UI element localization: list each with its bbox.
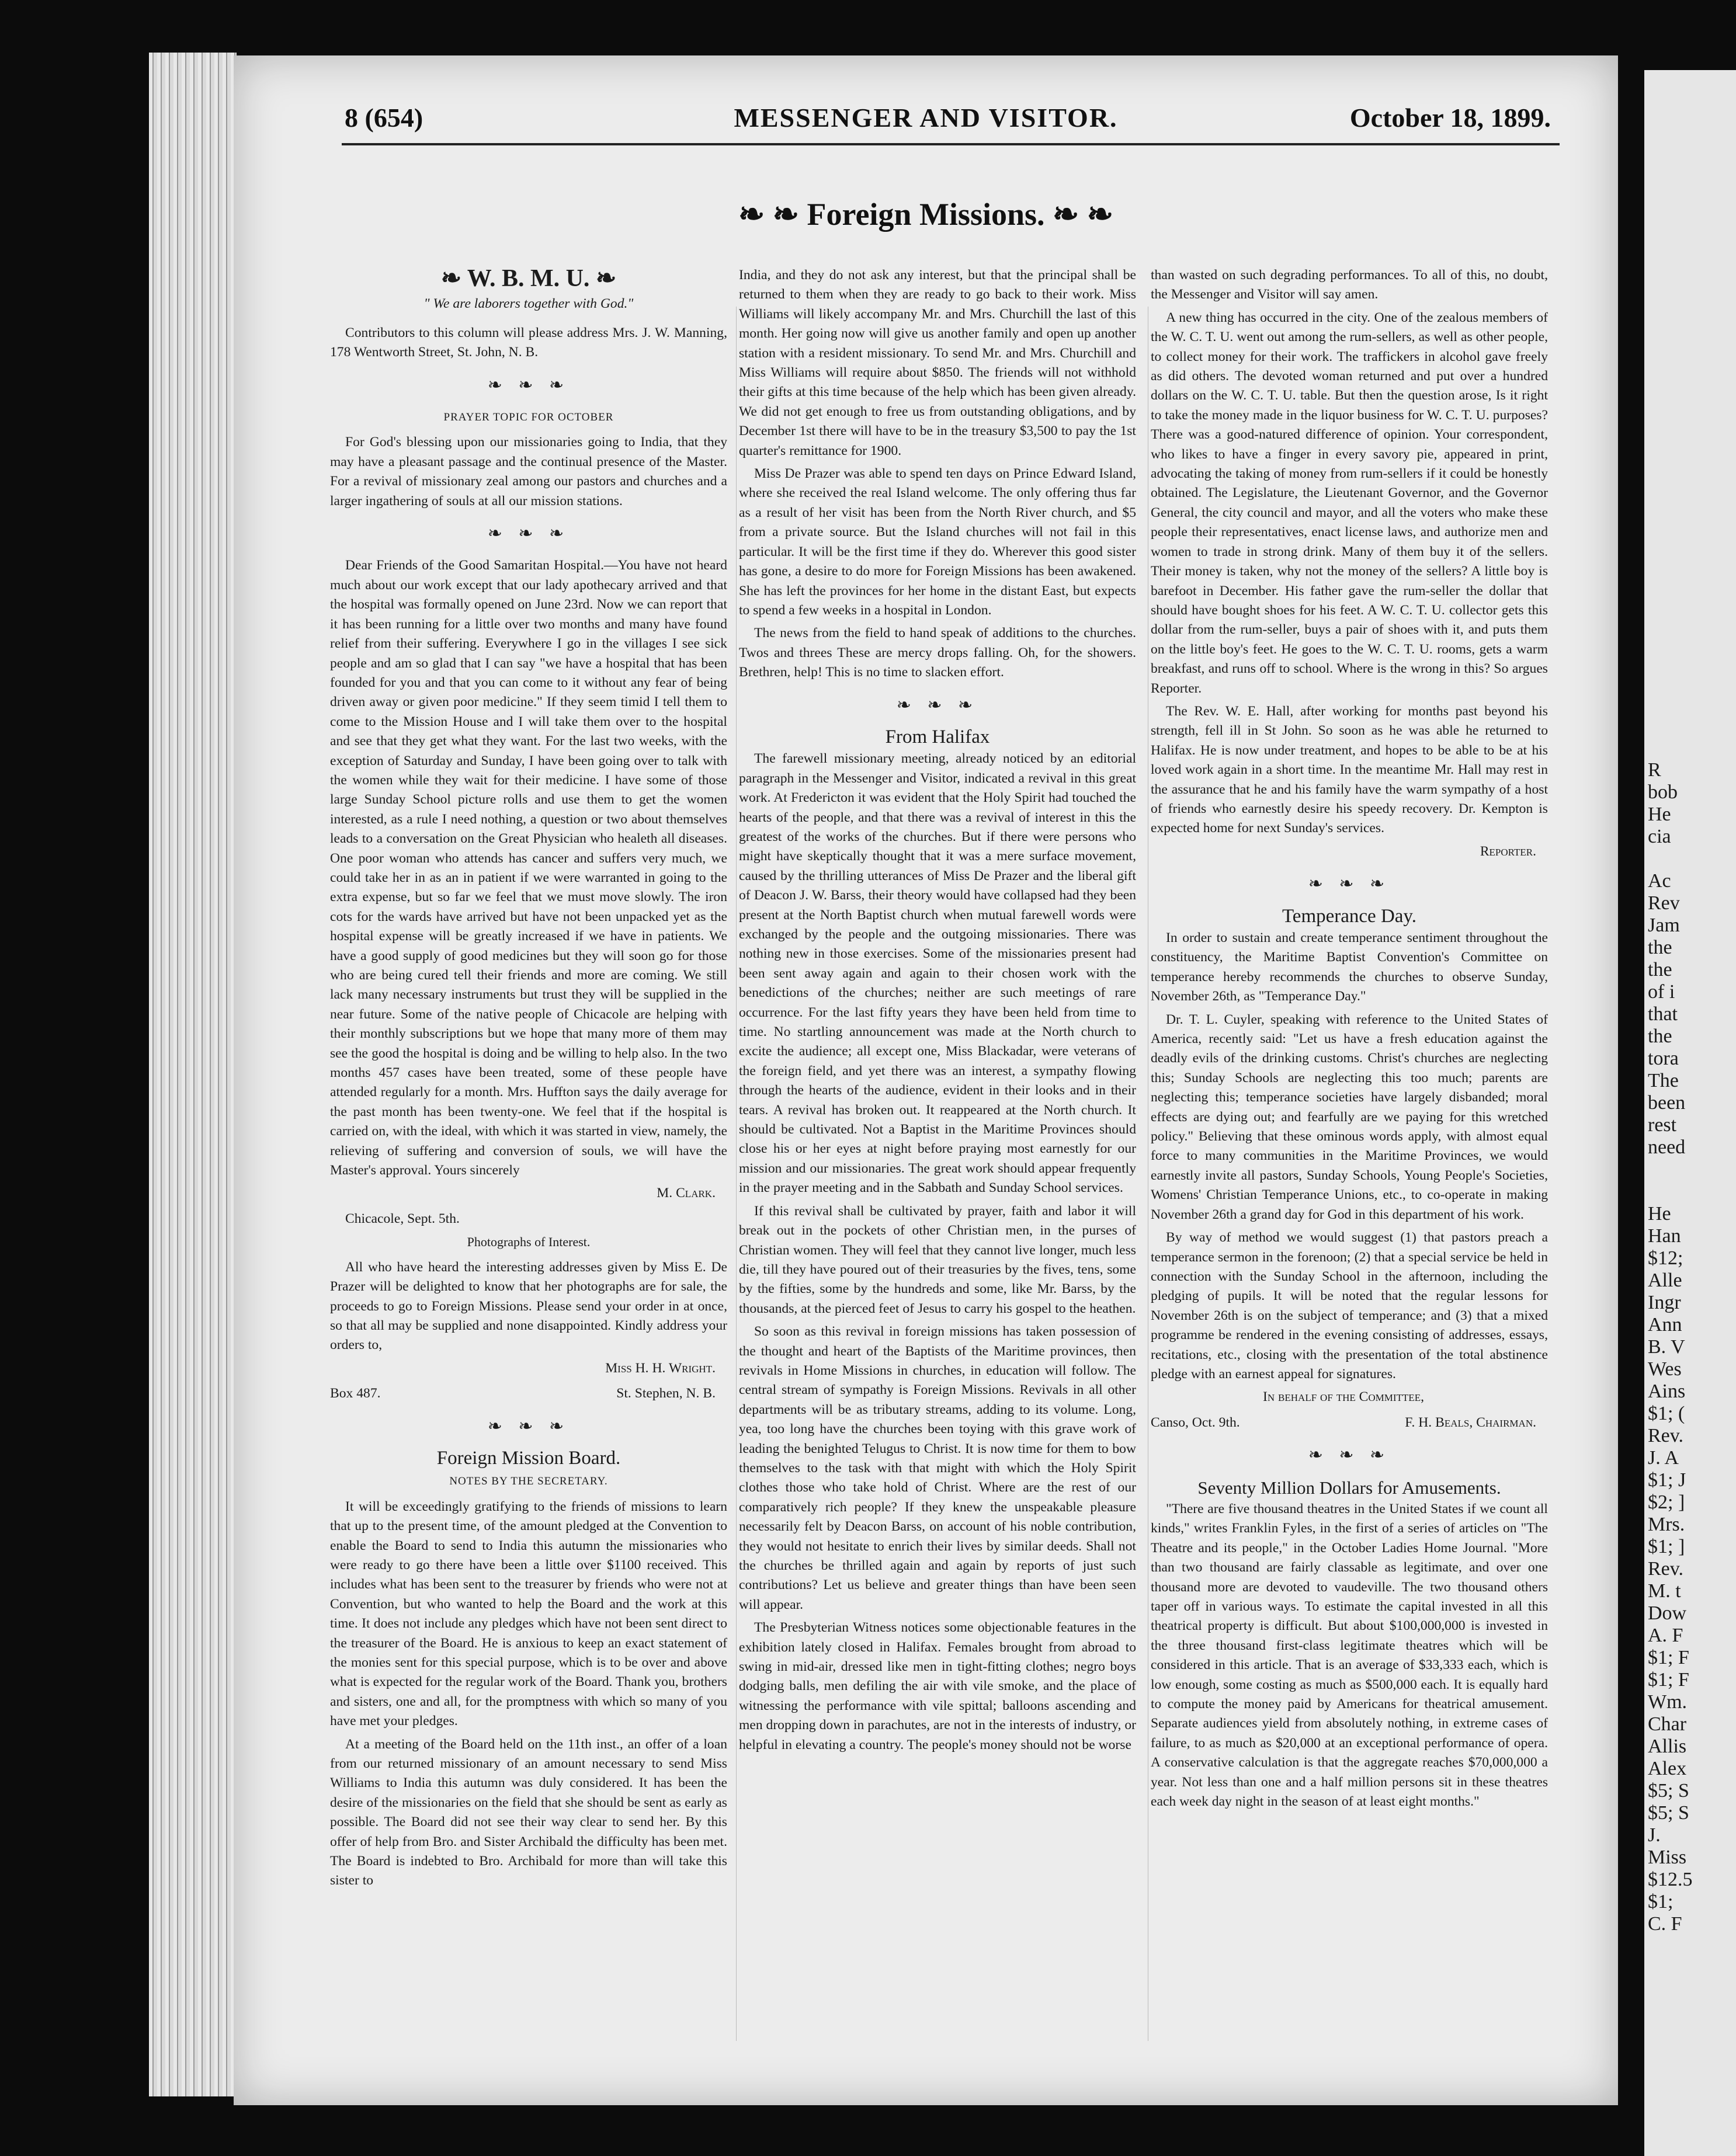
facing-page-line: C. F (1648, 1913, 1682, 1935)
board-paragraph: It will be exceedingly gratifying to the friends of missions to learn that up to the present time, of the amount pledged at the Convention to enable the Board to send to India this autumn the missionaries who were ready to go there have been a little over $1100 received. This includes what has been sent to the treasurer by friends who were not at Convention, but who wanted to help the Board and the work at this time. It does not include any pledges which have not been sent direct to the treasurer of the Board. He is anxious to keep an exact statement of the monies sent for this special purpose, which is to be over and above what is expected for the regular work of the Board. Thank you, brothers and sisters, one and all, for the promptness with which so many of you have met your pledges. (330, 1498, 727, 1729)
facing-page-line: The (1648, 1070, 1679, 1091)
box-number: Box 487. (330, 1386, 381, 1402)
facing-page-line: R (1648, 759, 1661, 781)
hall-paragraph: The Rev. W. E. Hall, after working for months past beyond his strength, fell ill in St John. So soon as he was able he returned to Halifax. He is now under treatment, and hopes to be able to be at his loved work again in a short time. In the meantime Mr. Hall may rest in the assurance that he and his family have the warm sympathy of a host of friends who earnestly desire his speedy recovery. Dr. Kempton is expected home for next Sunday's services. (1151, 703, 1548, 836)
de-prazer-paragraph: Miss De Prazer was able to spend ten days on Prince Edward Island, where she received the real Island welcome. The only offering thus far as a result of her visit has been from the North River church, and $5 from a private source. But the Island churches will not fail in this particular. It will be the first time if they do. Wherever this good sister has gone, a desire to do more for Foreign Missions has been awakened. She has left the provinces for her home in the distant East, but expects to spend a few weeks in a hospital in London. (739, 466, 1136, 618)
facing-page-line: $1; ( (1648, 1403, 1685, 1424)
wbmu-title: W. B. M. U. (467, 265, 590, 292)
halifax-paragraph: So soon as this revival in foreign missions has taken possession of the thought and heart of the Baptists of the Maritime provinces, then revivals in Home Missions in churches, in education will follow. The central stream of sympathy is Foreign Missions. Revivals in all other departments will be as tributary streams, adding to its volume. Long, yea, too long have the churches been toying with this grave work of leading the benighted Telugus to Christ. It is now time for them to bow themselves to the task with that might with which the Holy Spirit clothes those who take hold of Christ. Where are the rest of our comparatively rich people? If they knew the unspeakable pleasure necessarily felt by Deacon Barss, on account of his noble contribution, they would not hesitate to enrich their lives by similar deeds. Shall not the churches be thrilled again and again by reports of just such contributions? Let us believe and greater things than have been seen will appear. (739, 1324, 1136, 1612)
facing-page-line: M. t (1648, 1580, 1681, 1602)
town: St. Stephen, N. B. (616, 1386, 716, 1402)
facing-page-line: Miss (1648, 1846, 1687, 1868)
facing-page-line: $1; F (1648, 1669, 1689, 1691)
hospital-letter: Dear Friends of the Good Samaritan Hospital.—You have not heard much about our work except that our lady apothecary arrived and that the hospital was formally opened on June 23rd. Now we can report that it has been running for a little over two months and many have found relief from their suffering. Everywhere I go in the villages I see sick people and am so glad that I can say "we have a hospital that has been founded for you and that you can come to it without any fear of being driven away or given poor medicine." If they seem timid I tell them to come to the Mission House and I will take them over to the hospital and see that they get what they want. For the last two weeks, with the exception of Saturday and Sunday, I have been going over to talk with the women while they wait for their medicine. I have some of those large Sunday School picture rolls and use them to get the women interested, as a rule I need nothing, a question or two about themselves leads to a conversation on the Great Physician who healeth all diseases. One poor woman who attends has cancer and suffers very much, we could take her in as an in patient if we were warranted in going to the extra expense, but so far we feel that we must move slowly. The iron cots for the wards have arrived but have not been unpacked yet as the hospital expense will be greatly increased if we have in patients. We have a good supply of good medicines but they will soon go for those who are being cured tell their friends and more are coming. We still lack many necessary instruments but trust they will be supplied in the near future. Some of the native people of Chicacole are helping with their monthly subscriptions but we hope that many more of them may see the good the hospital is doing and be willing to help also. In the two months 457 cases have been treated, some of these people have attended regularly for a month. Mrs. Huffton says the daily average for the past month has been twenty-one. We feel that if the hospital is carried on, with the ideal, with which it was started in view, namely, the relieving of suffering and conversion of souls, we will have the Master's approval. Yours sincerely (330, 558, 727, 1178)
amusements-heading: Seventy Million Dollars for Amusements. (1197, 1477, 1501, 1498)
board-continued: India, and they do not ask any interest, but that the principal shall be returned to them when they are ready to go back to their work. Miss Williams will likely accompany Mr. and Mrs. Churchill the last of this month. Her going now will give us another family and open up another station with a resident missionary. To send Mr. and Mrs. Churchill and Miss Williams will require about $850. The friends will not withhold their gifts at this time because of the help which has been given already. We did not get enough to free us from outstanding obligations, and by December 1st there will have to be in the treasury $3,500 to pay the 1st quarter's remittance for 1900. (739, 267, 1136, 458)
foreign-mission-board-subheading: NOTES BY THE SECRETARY. (449, 1475, 608, 1488)
facing-page-line: the (1648, 937, 1672, 958)
facing-page-line (1648, 848, 1736, 870)
reporter-signature: Reporter. (1480, 843, 1536, 859)
facing-page-line: Jam (1648, 914, 1680, 936)
temperance-paragraph: Dr. T. L. Cuyler, speaking with reference to the United States of America, recently said: "Let us have a fresh education against the deadly evils of the drinking customs. Christ's churches are neglecting this; Sunday Schools are neglecting this too much; parents are neglecting this; temperance societies have largely disbanded; moral effects are dying out; and fearfully are we paying for this wretched policy." Believing that these ominous words apply, with almost equal force to many communities in the Maritime Provinces, we would earnestly invite all pastors, Sunday Schools, Young People's Societies, Womens' Christian Temperance Unions, etc., to co-operate in making November 26th a grand day for God in this department of his work. (1151, 1011, 1548, 1222)
leaf-ornament-icon: ❧ (440, 265, 467, 292)
facing-page-line (1648, 1159, 1736, 1181)
photographs-address (330, 1384, 716, 1403)
page-header (234, 102, 1618, 143)
section-ornament: ❧ ❧ ❧ (1308, 1445, 1391, 1465)
facing-page-line: $1; (1648, 1891, 1673, 1912)
facing-page-line: Han (1648, 1225, 1681, 1247)
facing-page-line: $5; S (1648, 1802, 1689, 1824)
issue-date: October 18, 1899. (1349, 103, 1551, 133)
leaf-ornament-icon: ❧ ❧ (738, 197, 807, 232)
prayer-topic-heading: PRAYER TOPIC FOR OCTOBER (443, 411, 614, 424)
facing-page-line: been (1648, 1092, 1686, 1114)
facing-page-line: rest (1648, 1114, 1677, 1136)
facing-page-line: the (1648, 1025, 1672, 1047)
facing-page-line: Char (1648, 1713, 1687, 1735)
facing-page-line: Ingr (1648, 1292, 1681, 1313)
field-news-paragraph: The news from the field to hand speak of additions to the churches. Twos and threes These are mercy drops falling. Oh, for the showers. Brethren, help! This is no time to slacken effort. (739, 625, 1136, 680)
facing-page-line: Mrs. (1648, 1514, 1685, 1535)
prayer-topic-text: For God's blessing upon our missionaries going to India, that they may have a pleasant passage and the continual presence of the Master. For a revival of missionary zeal among our pastors and churches and a larger ingathering of souls at all our mission stations. (330, 434, 727, 509)
masthead: MESSENGER AND VISITOR. (734, 103, 1118, 133)
letter-signature: M. Clark. (657, 1185, 716, 1201)
facing-page-line: B. V (1648, 1336, 1685, 1358)
facing-page-line: $1; J (1648, 1469, 1686, 1491)
facing-page-line: tora (1648, 1048, 1679, 1069)
facing-page-line: A. F (1648, 1625, 1683, 1646)
facing-page-line (1648, 1181, 1736, 1203)
facing-page-line: Alle (1648, 1270, 1682, 1291)
facing-page-line: of i (1648, 981, 1675, 1003)
facing-page-line: J. A (1648, 1447, 1679, 1469)
facing-page-line: Ac (1648, 870, 1671, 892)
facing-page-line: He (1648, 1203, 1671, 1225)
column-1 (330, 266, 727, 1894)
facing-page-line: Rev. (1648, 1558, 1684, 1580)
halifax-continued: than wasted on such degrading performances. To all of this, no doubt, the Messenger and Visitor will say amen. (1151, 267, 1548, 302)
letter-dateline: Chicacole, Sept. 5th. (345, 1211, 460, 1226)
committee-behalf: In behalf of the Committee, (1263, 1389, 1424, 1405)
facing-page-line: the (1648, 959, 1672, 980)
facing-page-line: $1; F (1648, 1647, 1689, 1668)
foreign-mission-board-heading: Foreign Mission Board. (436, 1447, 621, 1469)
wbmu-heading (330, 265, 727, 292)
temperance-paragraph: By way of method we would suggest (1) that pastors preach a temperance sermon in the forenoon; (2) that a special service be held in connection with the Sunday School in the afternoon, including the pledging of pupils. It will be noted that the regular lessons for November 26th is on the subject of temperance; and (3) that a mixed programme be rendered in the evening consisting of addresses, essays, recitations, etc., closing with the presentation of the total abstinence pledge with an earnest appeal for signatures. (1151, 1230, 1548, 1382)
column-2 (739, 266, 1136, 1758)
facing-page-line: Ann (1648, 1314, 1682, 1336)
facing-page-line: $5; S (1648, 1780, 1689, 1802)
facing-page-line: Rev (1648, 892, 1680, 914)
wctu-paragraph: A new thing has occurred in the city. One of the zealous members of the W. C. T. U. went out among the rum-sellers, as well as other people, to collect money for their work. The traffickers in alcohol gave freely as did others. The devoted woman returned and put over a hundred dollars on the W. C. T. U. table. But then the question arose, Is it right to take the money made in the liquor business for W. C. T. U. purposes? There was a good-natured difference of opinion. Your correspondent, who likes to have a finger in every savory pie, appeared in print, advocating the taking of money from rum-sellers if it could be honestly obtained. The Legislature, the Lieutenant Governor, and the Governor General, the city council and mayor, and all the voters who make these people their representatives, enact license laws, and authorize men and women to trade in strong drink. Many of them buy it of the sellers. Their money is taken, why not the money of the sellers? A little boy is barefoot in December. His father gave the rum-seller the dollar that should have bought shoes for his feet. A W. C. T. U. collector gets this dollar from the rum-seller, buys a pair of shoes with it, and puts them on the little boy's feet. He goes to the W. C. T. U. rooms, gets a warm breakfast, and runs off to school. Where is the wrong in this? So argues Reporter. (1151, 310, 1548, 696)
facing-page-line: Alex (1648, 1758, 1687, 1779)
halifax-paragraph: If this revival shall be cultivated by prayer, faith and labor it will break out in the pockets of other Christian men, in the purses of Christian women. They will feel that they cannot live longer, much less die, till they have poured out of their treasuries by the fives, tens, some by the fifties, some by the hundreds and some, like Mr. Barss, by the thousands, at the pierced feet of Jesus to carry his gospel to the heathen. (739, 1203, 1136, 1316)
column-divider (736, 307, 737, 2041)
facing-page-line: $1; ] (1648, 1536, 1685, 1557)
leaf-ornament-icon: ❧ (589, 265, 617, 292)
header-rule (342, 143, 1560, 145)
wbmu-motto: " We are laborers together with God." (423, 296, 634, 312)
board-paragraph: At a meeting of the Board held on the 11th inst., an offer of a loan from our returned missionary of an amount necessary to send Miss Williams to India this autumn was duly considered. It has been the desire of the missionaries on the field that she should be sent as early as possible. The Board did not see their way clear to send her. By this offer of help from Bro. and Sister Archibald the difficulty has been met. The Board is indebted to Bro. Archibald for more than will take this sister to (330, 1736, 727, 1889)
amusements-paragraph: "There are five thousand theatres in the United States if we count all kinds," writes Franklin Fyles, in the first of a series of articles on "The Theatre and its people," in the October Ladies Home Journal. "More than two thousand are fairly classable as legitimate, and over one thousand more are devoted to vaudeville. The two thousand others taper off in various ways. To estimate the capital invested in all this theatrical property is difficult. But about $100,000,000 is invested in the three thousand first-class legitimate theatres which will be considered in this article. That is an average of $33,333 each, which is low enough, some costing as much as $500,000 each. It is equally hard to compute the money paid by Americans for theatrical amusement. Separate audiences yield from absolutely nothing, in extreme cases of failure, to as much as $20,000 at an exceptional performance of opera. A conservative calculation is that the aggregate reaches $70,000,000 a year. Not less than one and a half million persons sit in these theatres each week day night in the season of at least eight months." (1151, 1501, 1548, 1810)
facing-page-line: $2; ] (1648, 1491, 1685, 1513)
facing-page-text (1644, 70, 1736, 1935)
committee-chairman: F. H. Beals, Chairman. (1405, 1414, 1536, 1430)
facing-page-line: Wes (1648, 1358, 1682, 1380)
photographs-heading: Photographs of Interest. (467, 1235, 591, 1250)
book-page-edges (149, 53, 237, 2096)
facing-page-line: Ains (1648, 1380, 1686, 1402)
facing-page-line: $12; (1648, 1247, 1683, 1269)
facing-page-line: bob (1648, 781, 1678, 803)
leaf-ornament-icon: ❧ ❧ (1053, 197, 1114, 232)
section-ornament: ❧ ❧ ❧ (487, 375, 570, 395)
section-ornament: ❧ ❧ ❧ (487, 1416, 570, 1436)
section-title-text: Foreign Missions. (807, 197, 1045, 232)
section-ornament: ❧ ❧ ❧ (487, 524, 570, 544)
from-halifax-heading: From Halifax (885, 726, 990, 747)
section-title (234, 196, 1618, 232)
facing-page-line: Dow (1648, 1602, 1687, 1624)
temperance-paragraph: In order to sustain and create temperance sentiment throughout the constituency, the Maritime Baptist Convention's Committee on temperance hereby recommends the churches to observe Sunday, November 26th, as "Temperance Day." (1151, 930, 1548, 1004)
halifax-paragraph: The farewell missionary meeting, already noticed by an editorial paragraph in the Messenger and Visitor, indicated a revival in this great work. At Fredericton it was evident that the Holy Spirit had touched the hearts of the people, and that there was a revival of interest in this the greatest of the works of the churches. But if there were persons who might have skeptically thought that it was a mere surface movement, caused by the thrilling utterances of Miss De Prazer and the liberal gift of Deacon J. W. Barss, their theory would have collapsed had they been present at the North Baptist church when mutual farewell words were exchanged by the people and the outgoing missionaries. There was nothing new in those exercises. Some of the missionaries present had been sent away again and again to their chosen work with the benedictions of the churches; neither are such meetings of rare occurrence. For the last fifty years they have been held from time to time. No startling announcement was made at the North church to excite the audience; all except one, Miss Blackadar, were veterans of the foreign field, and yet there was an interest, a sympathy flowing through the hearts of the audience, evident in their looks and in their tears. A revival has broken out. It reappeared at the North church. It should be cultivated. Not a Baptist in the Maritime Provinces should close his or her eyes at night before praying most earnestly for our mission and our missionaries. The great work should appear frequently in the prayer meeting and in the Sabbath and Sunday School services. (739, 751, 1136, 1196)
column-3 (1151, 266, 1548, 1815)
facing-page-line: that (1648, 1003, 1678, 1025)
photographs-signature: Miss H. H. Wright. (605, 1360, 716, 1376)
halifax-paragraph: The Presbyterian Witness notices some objectionable features in the exhibition lately closed in Halifax. Females brought from abroad to swing in mid-air, dressed like men in tight-fitting clothes; negro boys dodging balls, men defiling the air with vile smoke, and the place of witnessing the performance with vile spittal; balloons ascending and men dropping down in parachutes, are not in the interests of industry, or helpful in elevating a country. The people's money should not be worse (739, 1620, 1136, 1752)
facing-page-line: Allis (1648, 1736, 1687, 1757)
facing-page-line: J. (1648, 1824, 1661, 1846)
page-number: 8 (654) (345, 103, 423, 133)
facing-page-line: $12.5 (1648, 1869, 1693, 1890)
facing-page-line: He (1648, 804, 1671, 825)
facing-page-line: Rev. (1648, 1425, 1684, 1446)
section-ornament: ❧ ❧ ❧ (1308, 874, 1391, 894)
facing-page-fragment (1644, 70, 1736, 2156)
photographs-text: All who have heard the interesting addresses given by Miss E. De Prazer will be delighted to know that her photographs are for sale, the proceeds to go to Foreign Missions. Please send your order in at once, so that all may be supplied and none disappointed. Kindly address your orders to, (330, 1259, 727, 1353)
facing-page-line: need (1648, 1136, 1686, 1158)
facing-page-line: Wm. (1648, 1691, 1688, 1713)
temperance-day-heading: Temperance Day. (1282, 905, 1417, 927)
committee-place: Canso, Oct. 9th. (1151, 1414, 1240, 1430)
newspaper-page (234, 55, 1618, 2105)
contributors-note: Contributors to this column will please address Mrs. J. W. Manning, 178 Wentworth Street, St. John, N. B. (330, 325, 727, 360)
section-ornament: ❧ ❧ ❧ (896, 695, 979, 715)
committee-signature-row (1151, 1413, 1536, 1432)
facing-page-line: cia (1648, 826, 1671, 847)
